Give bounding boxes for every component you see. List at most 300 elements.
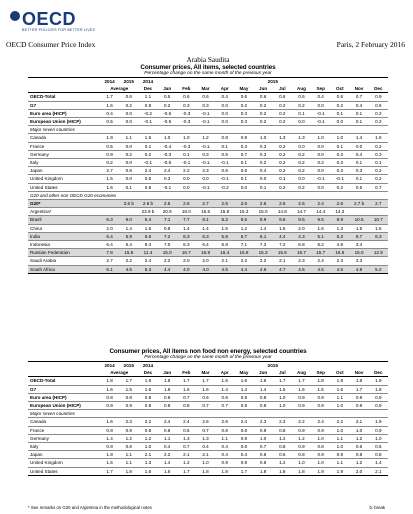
value-cell: 1.7 <box>177 467 196 475</box>
value-cell: 0.2 <box>292 167 311 175</box>
value-cell: 0.5 <box>234 167 253 175</box>
value-cell: 7.1 <box>234 241 253 249</box>
value-cell: 15.0 <box>349 249 368 257</box>
value-cell: 1.0 <box>349 426 368 434</box>
value-cell: 0.9 <box>369 426 388 434</box>
value-cell: 0.9 <box>311 451 330 459</box>
value-cell: 0.9 <box>349 402 368 410</box>
value-cell: 0.9 <box>119 426 138 434</box>
value-cell <box>369 208 388 216</box>
value-cell: 0.9 <box>311 393 330 401</box>
value-cell: 15.8 <box>215 208 234 216</box>
value-cell: 2.2 <box>138 418 157 426</box>
value-cell: 0.8 <box>254 393 273 401</box>
table-row <box>28 257 388 265</box>
value-cell: 1.0 <box>273 402 292 410</box>
value-cell: 2.4 <box>138 167 157 175</box>
value-cell: -0.1 <box>177 159 196 167</box>
value-cell: 1.7 <box>196 377 215 385</box>
value-cell: 4.3 <box>292 232 311 240</box>
value-cell: 0.1 <box>138 142 157 150</box>
value-cell: -0.2 <box>138 109 157 117</box>
value-cell: 2.6 <box>177 200 196 208</box>
value-cell: 1.0 <box>177 134 196 142</box>
table-row <box>28 167 388 175</box>
value-cell: 1.4 <box>119 224 138 232</box>
table-row <box>28 385 388 393</box>
month-header: Dec <box>138 85 157 93</box>
value-cell: 0.3 <box>369 150 388 158</box>
value-cell: 5.2 <box>369 265 388 273</box>
value-cell: 0.7 <box>177 393 196 401</box>
value-cell: 9.6 <box>273 216 292 224</box>
value-cell: 3.4 <box>349 241 368 249</box>
value-cell: 4.5 <box>119 265 138 273</box>
value-cell: 8.5 <box>234 216 253 224</box>
month-header: Jan <box>158 369 177 377</box>
row-label: European Union (HICP) <box>28 402 100 410</box>
value-cell: 0.7 <box>196 426 215 434</box>
value-cell: 0.2 <box>311 159 330 167</box>
value-cell: 0.9 <box>234 459 253 467</box>
value-cell: 1.5 <box>138 224 157 232</box>
value-cell: 1.0 <box>311 434 330 442</box>
value-cell: 0.5 <box>215 150 234 158</box>
value-cell: 2.6 <box>234 200 253 208</box>
value-cell: 15.0 <box>254 208 273 216</box>
table-row <box>28 142 388 150</box>
value-cell: 0.6 <box>292 93 311 101</box>
value-cell: 0.6 <box>177 93 196 101</box>
value-cell: 0.3 <box>330 150 349 158</box>
value-cell: 9.0 <box>119 216 138 224</box>
value-cell: 0.9 <box>119 402 138 410</box>
month-header: Jul <box>273 85 292 93</box>
value-cell: 1.8 <box>292 467 311 475</box>
value-cell: 2.6 <box>254 200 273 208</box>
value-cell: 4.4 <box>273 232 292 240</box>
value-cell: 7.2 <box>273 241 292 249</box>
value-cell: 1.8 <box>100 377 119 385</box>
value-cell: 15.3 <box>254 249 273 257</box>
year-header: 2014 <box>138 362 157 370</box>
year-header-row <box>28 362 388 370</box>
table1-subtitle: Percentage change on the same month of the previous year <box>144 71 272 76</box>
value-cell: 1.8 <box>158 377 177 385</box>
value-cell: 0.2 <box>273 150 292 158</box>
value-cell: 2.1 <box>177 451 196 459</box>
table1 <box>28 77 388 274</box>
month-header: Dec <box>138 369 157 377</box>
value-cell: 1.6 <box>138 467 157 475</box>
group-row <box>28 410 388 418</box>
row-label: Brazil <box>28 216 100 224</box>
value-cell: 1.7 <box>100 467 119 475</box>
value-cell: 0.6 <box>330 93 349 101</box>
table-row <box>28 216 388 224</box>
value-cell: 2.0 <box>196 257 215 265</box>
value-cell: 1.4 <box>369 459 388 467</box>
row-label: Italy <box>28 159 100 167</box>
value-cell: -0.1 <box>196 183 215 191</box>
value-cell: 1.6 <box>215 377 234 385</box>
value-cell: 1.8 <box>119 467 138 475</box>
value-cell: 0.0 <box>311 142 330 150</box>
value-cell: 5.3 <box>138 265 157 273</box>
value-cell: 0.1 <box>273 175 292 183</box>
value-cell: 6.4 <box>100 241 119 249</box>
value-cell: 0.2 <box>369 118 388 126</box>
table2 <box>28 361 388 476</box>
value-cell: 1.5 <box>215 224 234 232</box>
month-header: Oct <box>330 369 349 377</box>
value-cell: -0.6 <box>158 159 177 167</box>
value-cell: 0.6 <box>369 101 388 109</box>
value-cell: 1.8 <box>330 377 349 385</box>
row-label: European Union (HICP) <box>28 118 100 126</box>
value-cell: 0.6 <box>215 167 234 175</box>
value-cell: 1.2 <box>234 224 253 232</box>
value-cell: 0.1 <box>215 142 234 150</box>
value-cell: 1.7 <box>119 377 138 385</box>
value-cell: 1.2 <box>196 134 215 142</box>
value-cell: 0.8 <box>369 451 388 459</box>
value-cell: 2.4 <box>311 257 330 265</box>
value-cell: 0.8 <box>158 402 177 410</box>
value-cell: 0.8 <box>138 426 157 434</box>
year-header: 2014 <box>100 78 119 86</box>
value-cell: 0.2 <box>254 118 273 126</box>
month-header: Oct <box>330 85 349 93</box>
value-cell: 0.7 <box>196 402 215 410</box>
value-cell: 0.0 <box>349 142 368 150</box>
value-cell: 0.4 <box>234 451 253 459</box>
value-cell: 0.6 <box>196 93 215 101</box>
value-cell: 6.3 <box>330 232 349 240</box>
value-cell: 0.3 <box>234 118 253 126</box>
value-cell: 7.2 <box>158 232 177 240</box>
value-cell: 2.2 <box>234 257 253 265</box>
value-cell: 1.2 <box>273 459 292 467</box>
table-row <box>28 402 388 410</box>
value-cell: 2.7 <box>196 200 215 208</box>
value-cell: 4.9 <box>330 241 349 249</box>
value-cell: 0.6 <box>196 393 215 401</box>
value-cell: 1.3 <box>177 434 196 442</box>
value-cell: 6.4 <box>119 241 138 249</box>
value-cell: 1.6 <box>177 385 196 393</box>
value-cell: -0.1 <box>311 118 330 126</box>
value-cell: 0.8 <box>177 402 196 410</box>
value-cell: 4.7 <box>273 265 292 273</box>
year-header-row <box>28 78 388 86</box>
value-cell: 0.3 <box>330 167 349 175</box>
value-cell: 0.9 <box>369 402 388 410</box>
table-row <box>28 101 388 109</box>
value-cell: 1.5 <box>311 385 330 393</box>
value-cell: 2.2 <box>119 257 138 265</box>
value-cell: 0.4 <box>349 101 368 109</box>
value-cell: 0.8 <box>254 402 273 410</box>
value-cell: 2.4 <box>234 418 253 426</box>
value-cell: 1.0 <box>330 426 349 434</box>
value-cell: 4.8 <box>349 265 368 273</box>
value-cell: 1.6 <box>100 459 119 467</box>
value-cell: 0.1 <box>292 109 311 117</box>
value-cell: 0.3 <box>177 101 196 109</box>
value-cell <box>349 208 368 216</box>
value-cell: 2.2 <box>330 418 349 426</box>
value-cell: 6.3 <box>100 216 119 224</box>
value-cell: 2.4 <box>177 418 196 426</box>
group-row <box>28 191 388 199</box>
row-label: France <box>28 142 100 150</box>
value-cell: 0.0 <box>119 159 138 167</box>
value-cell: 1.3 <box>330 224 349 232</box>
value-cell: 0.8 <box>119 167 138 175</box>
value-cell: 1.4 <box>215 385 234 393</box>
value-cell: 0.2 <box>273 118 292 126</box>
value-cell: 6.4 <box>196 241 215 249</box>
value-cell: 1.0 <box>254 434 273 442</box>
value-cell: 12.9 <box>369 249 388 257</box>
value-cell: 0.9 <box>234 134 253 142</box>
value-cell: 1.0 <box>369 434 388 442</box>
row-label: Saudi Arabia <box>28 257 100 265</box>
value-cell: 7.7 <box>177 216 196 224</box>
value-cell: 0.2 <box>254 159 273 167</box>
value-cell: 0.2 <box>292 159 311 167</box>
value-cell: 1.0 <box>311 134 330 142</box>
value-cell: 1.4 <box>234 385 253 393</box>
value-cell: 6.8 <box>292 241 311 249</box>
month-header: Apr <box>215 369 234 377</box>
value-cell: 0.5 <box>349 183 368 191</box>
value-cell: 0.9 <box>100 426 119 434</box>
month-header-row <box>28 369 388 377</box>
value-cell: 2.6 b <box>119 200 138 208</box>
value-cell: 1.6 <box>369 224 388 232</box>
row-label: OECD-Total <box>28 377 100 385</box>
month-header: Jan <box>158 85 177 93</box>
value-cell: 0.4 <box>215 443 234 451</box>
value-cell: 2.4 <box>158 418 177 426</box>
value-cell: -0.2 <box>215 183 234 191</box>
table-row <box>28 232 388 240</box>
value-cell: 0.2 <box>273 101 292 109</box>
value-cell: 1.6 <box>100 385 119 393</box>
value-cell: 1.7 <box>292 377 311 385</box>
value-cell: 0.8 <box>349 451 368 459</box>
value-cell: 14.8 <box>273 208 292 216</box>
value-cell: 1.4 <box>254 224 273 232</box>
row-label: OECD-Total <box>28 93 100 101</box>
table-row <box>28 426 388 434</box>
value-cell: 15.5 <box>119 249 138 257</box>
value-cell <box>100 208 119 216</box>
value-cell: 1.4 <box>100 434 119 442</box>
table-row <box>28 159 388 167</box>
value-cell: 0.0 <box>119 109 138 117</box>
row-label: Indonesia <box>28 241 100 249</box>
value-cell: 15.3 <box>234 208 253 216</box>
value-cell: -0.1 <box>311 109 330 117</box>
value-cell: 1.3 <box>138 459 157 467</box>
value-cell: 0.9 <box>100 402 119 410</box>
year-header: 2015 <box>119 362 138 370</box>
value-cell: 0.2 <box>119 150 138 158</box>
value-cell: 1.9 <box>369 377 388 385</box>
value-cell: 1.9 <box>100 134 119 142</box>
document-date: Paris, 2 February 2016 <box>336 40 405 49</box>
value-cell: 0.9 <box>254 426 273 434</box>
value-cell: 0.4 <box>215 93 234 101</box>
month-header: Dec <box>369 369 388 377</box>
value-cell: -0.6 <box>158 109 177 117</box>
month-header-row <box>28 85 388 93</box>
value-cell <box>119 208 138 216</box>
value-cell: 0.1 <box>254 183 273 191</box>
value-cell: 0.0 <box>311 167 330 175</box>
value-cell: 1.6 <box>369 134 388 142</box>
month-header: Sep <box>311 85 330 93</box>
value-cell: 0.8 <box>138 183 157 191</box>
value-cell: 1.4 <box>196 224 215 232</box>
value-cell: 2.3 <box>349 257 368 265</box>
value-cell: 6.2 <box>311 241 330 249</box>
value-cell: 0.9 <box>234 402 253 410</box>
oecd-logo <box>6 4 116 34</box>
value-cell: 0.2 <box>330 101 349 109</box>
value-cell: 0.1 <box>369 159 388 167</box>
value-cell: 1.8 <box>138 377 157 385</box>
value-cell: -0.1 <box>311 175 330 183</box>
value-cell: -0.1 <box>215 159 234 167</box>
value-cell: 1.8 <box>369 385 388 393</box>
value-cell: 0.7 <box>234 150 253 158</box>
value-cell: 18.0 <box>177 208 196 216</box>
value-cell: 6.3 <box>177 232 196 240</box>
value-cell: 0.3 <box>196 101 215 109</box>
value-cell <box>100 200 119 208</box>
row-label: G20* <box>28 200 100 208</box>
value-cell: 1.0 <box>292 459 311 467</box>
value-cell: 4.5 <box>311 265 330 273</box>
value-cell: 1.7 <box>234 467 253 475</box>
value-cell: 2.1 <box>349 418 368 426</box>
value-cell: 5.9 <box>138 232 157 240</box>
value-cell: 23.9 b <box>138 208 157 216</box>
value-cell: 0.4 <box>158 443 177 451</box>
month-header: Sep <box>311 369 330 377</box>
value-cell: 0.2 <box>119 101 138 109</box>
value-cell: 0.8 <box>311 443 330 451</box>
value-cell: 5.7 <box>234 232 253 240</box>
value-cell: 0.5 <box>100 118 119 126</box>
value-cell: 14.3 <box>330 208 349 216</box>
value-cell: 4.5 <box>292 265 311 273</box>
value-cell: -0.4 <box>158 142 177 150</box>
value-cell: 0.6 <box>158 393 177 401</box>
value-cell: 0.8 <box>254 459 273 467</box>
value-cell: 0.2 <box>292 101 311 109</box>
table-row <box>28 459 388 467</box>
value-cell: -0.1 <box>330 175 349 183</box>
value-cell: 15.7 <box>311 249 330 257</box>
value-cell: 2.3 <box>254 418 273 426</box>
value-cell: 2.3 <box>196 167 215 175</box>
value-cell: 1.8 <box>273 467 292 475</box>
value-cell: 0.3 <box>349 167 368 175</box>
value-cell: 0.0 <box>119 142 138 150</box>
value-cell: 2.5 <box>292 200 311 208</box>
value-cell: 2.2 <box>158 451 177 459</box>
value-cell: 0.0 <box>177 183 196 191</box>
value-cell: 1.6 <box>196 385 215 393</box>
value-cell: 8.9 <box>254 216 273 224</box>
value-cell: 0.0 <box>215 118 234 126</box>
row-label: Canada <box>28 134 100 142</box>
value-cell: -0.5 <box>158 118 177 126</box>
row-label: United Kingdom <box>28 459 100 467</box>
value-cell: 0.9 <box>234 434 253 442</box>
value-cell: 0.6 <box>234 443 253 451</box>
break-legend: b: break <box>369 505 385 510</box>
value-cell: 0.2 <box>273 142 292 150</box>
value-cell: 0.2 <box>330 183 349 191</box>
table-row <box>28 467 388 475</box>
table-row <box>28 93 388 101</box>
value-cell: 6.8 <box>215 241 234 249</box>
value-cell: 6.4 <box>100 232 119 240</box>
value-cell: -0.3 <box>177 118 196 126</box>
value-cell: 0.3 <box>158 175 177 183</box>
value-cell: 0.3 <box>254 150 273 158</box>
value-cell: 1.0 <box>330 134 349 142</box>
value-cell: 0.0 <box>292 175 311 183</box>
table-row <box>28 443 388 451</box>
value-cell: 2.1 <box>369 467 388 475</box>
table-row <box>28 241 388 249</box>
value-cell: 15.8 <box>234 249 253 257</box>
corner-cell <box>28 78 100 86</box>
value-cell: 4.4 <box>158 265 177 273</box>
value-cell: 0.0 <box>215 109 234 117</box>
value-cell: 1.3 <box>196 434 215 442</box>
value-cell: 0.1 <box>330 109 349 117</box>
month-header: Feb <box>177 85 196 93</box>
value-cell: 0.6 <box>119 93 138 101</box>
value-cell: -0.1 <box>196 118 215 126</box>
value-cell: 0.2 <box>292 150 311 158</box>
value-cell: 0.0 <box>292 142 311 150</box>
row-label: China <box>28 224 100 232</box>
value-cell: 1.0 <box>138 443 157 451</box>
value-cell: 1.7 <box>273 377 292 385</box>
value-cell: 1.8 <box>311 377 330 385</box>
value-cell: 1.7 <box>349 385 368 393</box>
year-header: 2015 <box>158 78 388 86</box>
value-cell: 0.0 <box>292 118 311 126</box>
value-cell: 0.0 <box>215 101 234 109</box>
value-cell: 4.5 <box>215 265 234 273</box>
value-cell: 0.2 <box>273 183 292 191</box>
value-cell: 0.6 <box>215 393 234 401</box>
month-header: May <box>234 369 253 377</box>
value-cell: 1.6 <box>100 101 119 109</box>
value-cell: 2.1 <box>138 451 157 459</box>
value-cell: 1.0 <box>330 443 349 451</box>
